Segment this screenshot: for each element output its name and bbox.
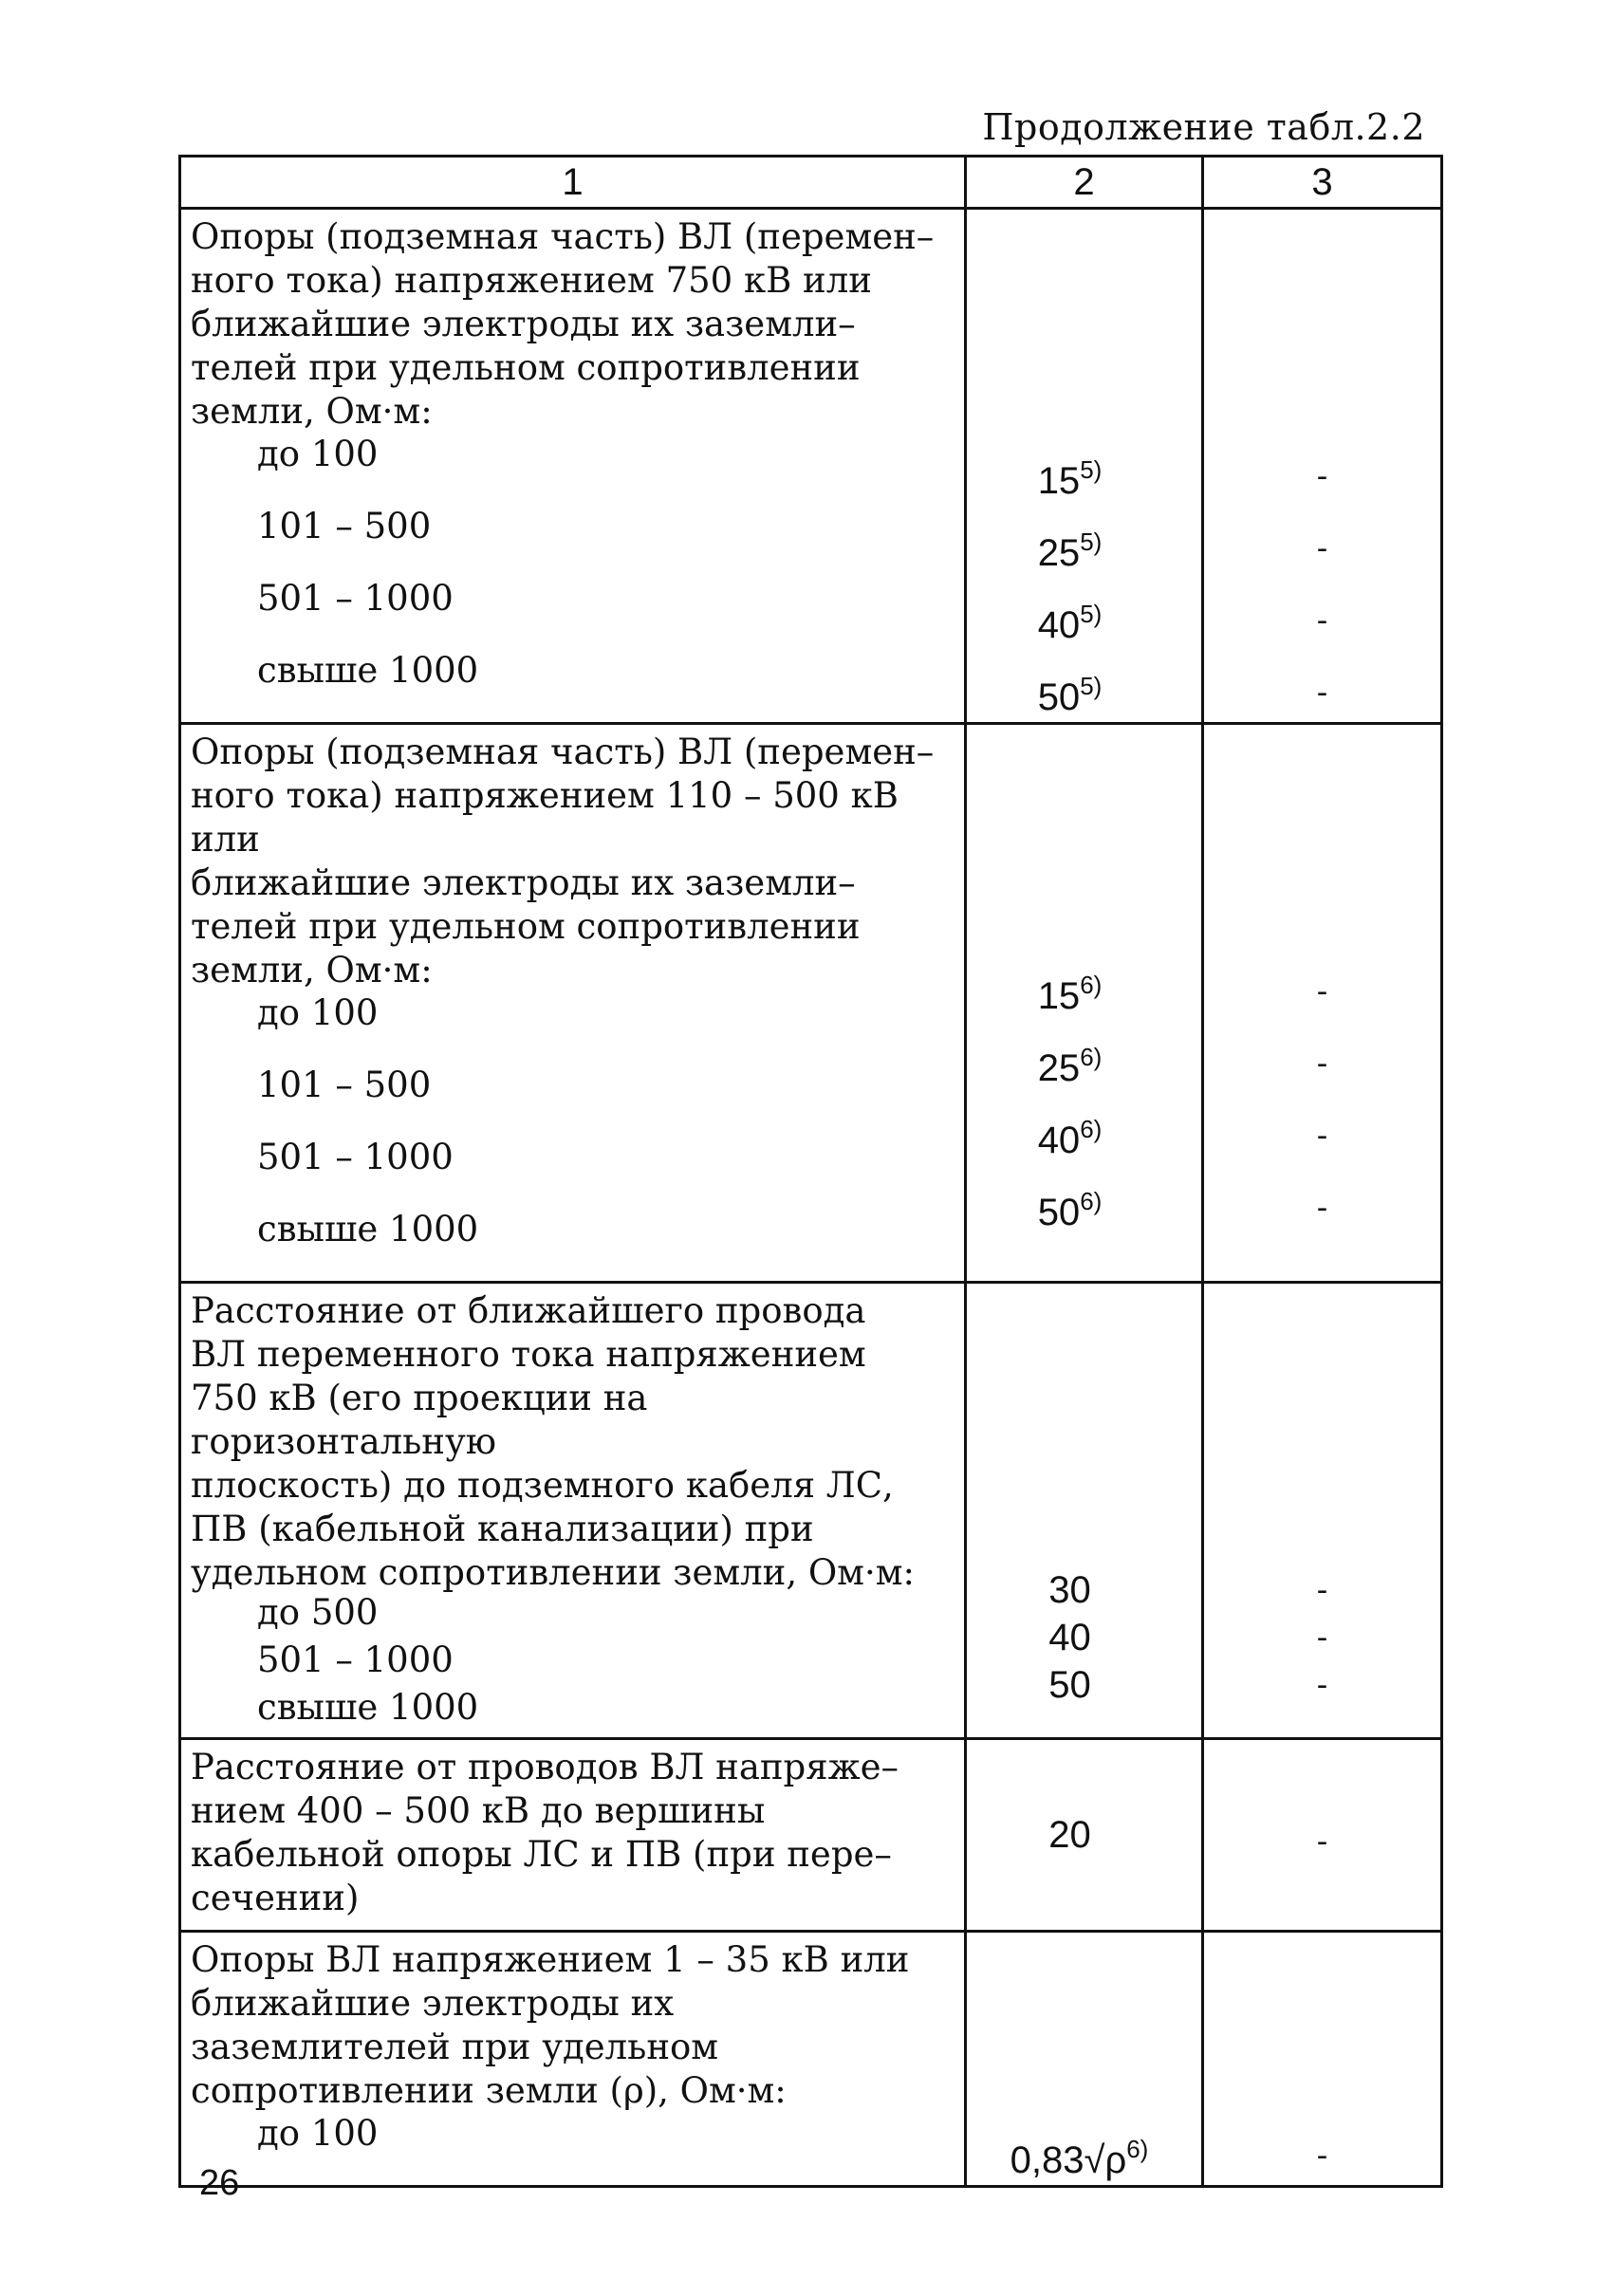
description-line: ного тока) напряжением 750 кВ или [191,260,872,301]
value: 40$^{5)}$ [1037,600,1103,646]
dash-value: - [1316,1571,1328,1609]
row-description [181,1933,964,2113]
description-line: удельном сопротивлении земли, Ом·м: [191,1552,915,1593]
dash-value: - [1316,1045,1328,1083]
column-header-1: 1 [180,157,966,209]
data-table [178,155,1443,2188]
col3-cell [1203,1932,1442,2187]
value-cell [966,724,1203,1283]
description-line: земли, Ом·м: [191,950,433,991]
value: 50$^{6)}$ [1037,1187,1103,1233]
range-label: свыше 1000 [257,650,479,691]
row-description [181,210,964,434]
value: 40 [1048,1617,1091,1658]
col3-cell [1203,1739,1442,1932]
range-label: 501 – 1000 [257,578,454,619]
dash-value: - [1316,1666,1328,1704]
value: $0,83√\rho^{6)}$ [1010,2135,1149,2181]
table-row [180,209,1442,724]
description-line: ближайшие электроды их заземли– [191,862,856,903]
description-line: заземлителей при удельном [191,2027,719,2067]
description-line: ПВ (кабельной канализации) при [191,1509,814,1549]
table-header-row [180,157,1442,209]
range-label: до 100 [257,2113,379,2154]
description-line: Опоры (подземная часть) ВЛ (перемен– [191,216,935,257]
row-description-cell [180,1932,966,2187]
description-line: ближайшие электроды их [191,1983,675,2024]
row-description-cell [180,1283,966,1739]
row-description-cell [180,1739,966,1932]
value: 20 [1048,1814,1091,1856]
row-description [181,1284,964,1595]
column-header-2: 2 [966,157,1203,209]
value-cell [966,1932,1203,2187]
range-label: 501 – 1000 [257,1137,454,1177]
value: 40$^{6)}$ [1037,1115,1103,1161]
value: 25$^{6)}$ [1037,1043,1103,1089]
range-label: до 100 [257,434,379,474]
col3-cell [1203,1283,1442,1739]
description-line: плоскость) до подземного кабеля ЛС, [191,1465,894,1506]
table-row [180,1283,1442,1739]
range-label: 101 – 500 [257,1065,432,1105]
value: 15$^{6)}$ [1037,971,1103,1017]
range-label: до 500 [257,1592,379,1633]
description-line: Расстояние от ближайшего провода [191,1290,866,1331]
dash-value: - [1316,457,1328,495]
description-line: Опоры (подземная часть) ВЛ (перемен– [191,731,935,772]
col3-cell [1203,724,1442,1283]
dash-value: - [1316,602,1328,639]
col3-cell [1203,209,1442,724]
description-line: Расстояние от проводов ВЛ напряже– [191,1747,899,1787]
dash-value: - [1316,972,1328,1010]
row-description-cell [180,724,966,1283]
value: 30 [1048,1569,1091,1611]
range-label: свыше 1000 [257,1209,479,1250]
dash-value: - [1316,1619,1328,1657]
range-label: 501 – 1000 [257,1639,454,1680]
description-line: телей при удельном сопротивлении [191,906,861,947]
value: 25$^{5)}$ [1037,528,1103,574]
value-cell [966,1283,1203,1739]
description-line: ближайшие электроды их заземли– [191,304,856,344]
range-label: 101 – 500 [257,506,432,546]
dash-value: - [1316,2137,1328,2175]
column-header-3: 3 [1203,157,1442,209]
value-cell [966,209,1203,724]
description-line: кабельной опоры ЛС и ПВ (при пере– [191,1834,892,1875]
value: 50 [1048,1664,1091,1706]
table-continuation-label: Продолжение табл.2.2 [982,106,1425,148]
description-line: сечении) [191,1878,360,1918]
description-line: 750 кВ (его проекции на горизонтальную [191,1378,648,1462]
value: 50$^{5)}$ [1037,672,1103,718]
table-row [180,1932,1442,2187]
range-label: до 100 [257,992,379,1033]
description-line: сопротивлении земли (ρ), Ом·м: [191,2070,787,2111]
description-line: телей при удельном сопротивлении [191,347,861,388]
description-line: ного тока) напряжением 110 – 500 кВ или [191,775,899,860]
dash-value: - [1316,1189,1328,1227]
row-description [181,725,964,992]
dash-value: - [1316,1823,1328,1861]
row-description-cell [180,209,966,724]
range-label: свыше 1000 [257,1687,479,1728]
description-line: ВЛ переменного тока напряжением [191,1334,866,1375]
value: 15$^{5)}$ [1037,455,1103,502]
table-row [180,1739,1442,1932]
description-line: земли, Ом·м: [191,391,433,432]
dash-value: - [1316,674,1328,712]
page-number: 26 [199,2163,240,2203]
table-row [180,724,1442,1283]
description-line: нием 400 – 500 кВ до вершины [191,1790,766,1831]
dash-value: - [1316,529,1328,567]
row-description [181,1740,964,1930]
description-line: Опоры ВЛ напряжением 1 – 35 кВ или [191,1939,910,1980]
dash-value: - [1316,1117,1328,1155]
value-cell [966,1739,1203,1932]
